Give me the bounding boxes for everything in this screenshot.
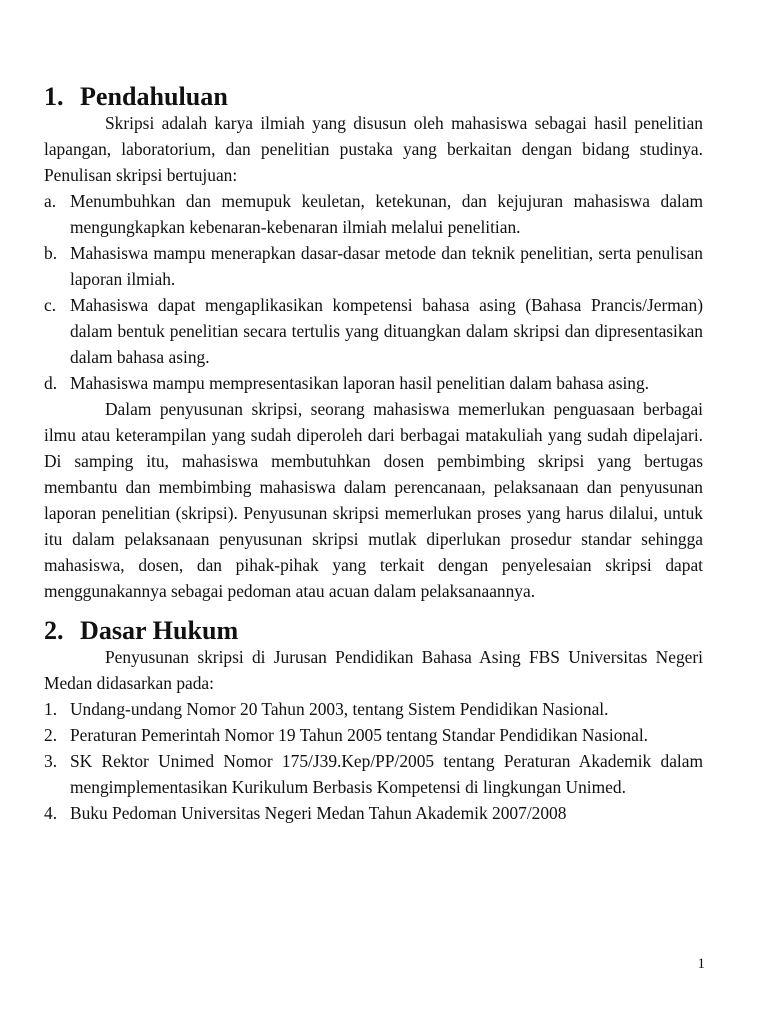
section-title: Pendahuluan [80, 82, 228, 111]
list-marker: 3. [44, 751, 58, 771]
section-title: Dasar Hukum [80, 616, 239, 645]
section-number: 1. [44, 82, 64, 111]
page-number: 1 [697, 956, 705, 972]
section-intro-paragraph: Skripsi adalah karya ilmiah yang disusun oleh mahasiswa sebagai hasil penelitian lapangan, laboratorium, dan penelitian pustaka yang berkaitan dengan bidang studinya. Penulisan skripsi bertujuan: [44, 113, 703, 185]
list-item [44, 240, 703, 292]
list-marker: 4. [44, 803, 58, 823]
list-item-text: Mahasiswa mampu mempresentasikan laporan hasil penelitian dalam bahasa asing. [70, 373, 650, 393]
list-item-text: Buku Pedoman Universitas Negeri Medan Tahun Akademik 2007/2008 [70, 803, 567, 823]
list-item-text: Peraturan Pemerintah Nomor 19 Tahun 2005 tentang Standar Pendidikan Nasional. [70, 725, 649, 745]
list-item [44, 800, 703, 826]
list-item-text: Menumbuhkan dan memupuk keuletan, ketekunan, dan kejujuran mahasiswa dalam mengungkapkan kebenaran-kebenaran ilmiah melalui penelitian. [70, 191, 703, 237]
list-item [44, 292, 703, 370]
list-item-text: Mahasiswa dapat mengaplikasikan kompetensi bahasa asing (Bahasa Prancis/Jerman) dalam bentuk penelitian secara tertulis yang dituangkan dalam skripsi dan dipresentasikan dalam bahasa asing. [70, 295, 703, 367]
list-marker: 1. [44, 699, 58, 719]
list-marker: c. [44, 295, 57, 315]
list-item-text: Mahasiswa mampu menerapkan dasar-dasar metode dan teknik penelitian, serta penulisan laporan ilmiah. [70, 243, 703, 289]
list-item-text: Undang-undang Nomor 20 Tahun 2003, tentang Sistem Pendidikan Nasional. [70, 699, 609, 719]
list-item-text: SK Rektor Unimed Nomor 175/J39.Kep/PP/2005 tentang Peraturan Akademik dalam mengimplementasikan Kurikulum Berbasis Kompetensi di lingkungan Unimed. [70, 751, 703, 797]
list-item [44, 696, 703, 722]
section-heading-pendahuluan [44, 84, 703, 110]
section-closing-paragraph: Dalam penyusunan skripsi, seorang mahasiswa memerlukan penguasaan berbagai ilmu atau keterampilan yang sudah diperoleh dari berbagai matakuliah yang sudah dipelajari. Di samping itu, mahasiswa membutuhkan dosen pembimbing skripsi yang bertugas membantu dan membimbing mahasiswa dalam perencanaan, pelaksanaan dan penyusunan laporan penelitian (skripsi). Penyusunan skripsi memerlukan proses yang harus dilalui, untuk itu dalam pelaksanaan penyusunan skripsi mutlak diperlukan prosedur standar sehingga mahasiswa, dosen, dan pihak-pihak yang terkait dengan penyelesaian skripsi dapat menggunakannya sebagai pedoman atau acuan dalam pelaksanaannya. [44, 399, 703, 601]
list-marker: b. [44, 243, 58, 263]
list-marker: 2. [44, 725, 58, 745]
list-item [44, 748, 703, 800]
document-page [44, 84, 703, 826]
section-heading-dasar-hukum [44, 618, 703, 644]
section-intro-paragraph: Penyusunan skripsi di Jurusan Pendidikan Bahasa Asing FBS Universitas Negeri Medan didasarkan pada: [44, 647, 703, 693]
list-marker: d. [44, 373, 58, 393]
list-item [44, 370, 703, 396]
legal-basis-list [44, 696, 703, 826]
section-number: 2. [44, 616, 64, 645]
list-item [44, 722, 703, 748]
list-marker: a. [44, 191, 57, 211]
list-item [44, 188, 703, 240]
objectives-list [44, 188, 703, 396]
